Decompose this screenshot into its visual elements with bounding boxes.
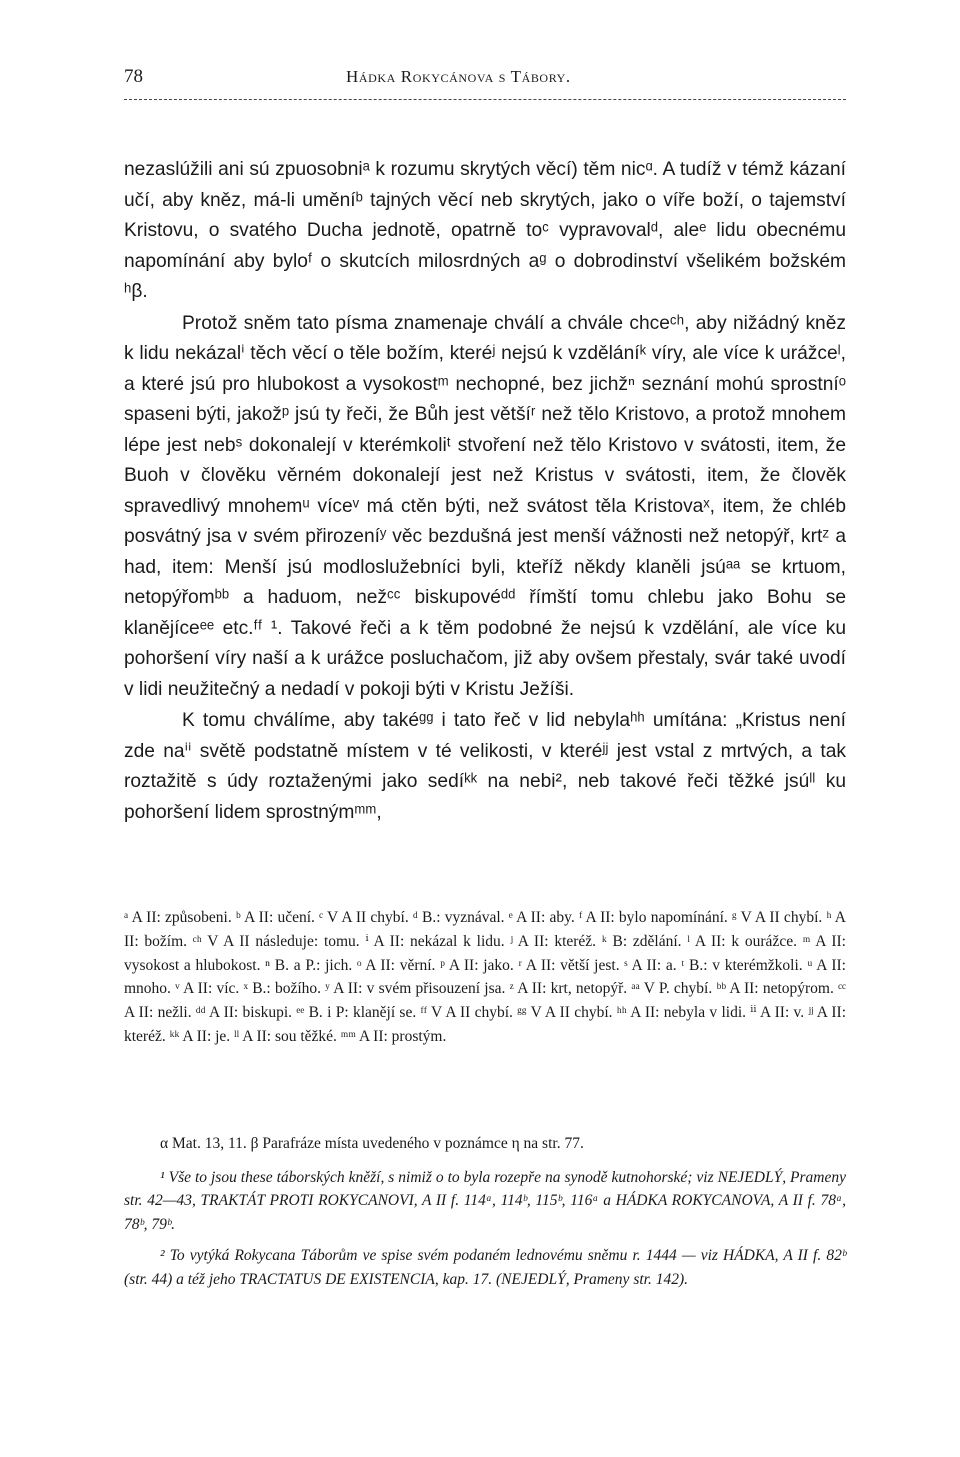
apparatus-text: ᵃ A II: způsobeni. ᵇ A II: učení. ᶜ V A II chybí. ᵈ B.: vyznával. ᵉ A II: aby. ᶠ A II: bylo napomínání. ᵍ V A II chybí. ʰ A II: božím. ᶜʰ V A II následuje: tomu. ⁱ A II: nekázal k lidu. ʲ A II: kteréž. ᵏ B: zdělání. ˡ A II: k ourážce. ᵐ A II: vysokost a hlubokost. ⁿ B. a P.: jich. ᵒ A II: věrní. ᵖ A II: jako. ʳ A II: větší jest. ˢ A II: a. ᵗ B.: v kterémžkoli. ᵘ A II: mnoho. ᵛ A II: víc. ˣ B.: božího. ʸ A II: v svém přisouzení jsa. ᶻ A II: krt, netopýř. ᵃᵃ V P. chybí. ᵇᵇ A II: netopýrom. ᶜᶜ A II: nežli. ᵈᵈ A II: biskupi. ᵉᵉ B. i P: klanějí se. ᶠᶠ V A II chybí. ᵍᵍ V A II chybí. ʰʰ A II: nebyla v lidi. ⁱⁱ A II: v. ʲʲ A II: kteréž. ᵏᵏ A II: je. ˡˡ A II: sou těžké. ᵐᵐ A II: prostým. (124, 909, 846, 1045)
paragraph-3: K tomu chválíme, aby takéᵍᵍ i tato řeč v lid nebylaʰʰ umítána: „Kristus není zde naⁱⁱ světě podstatně místem v té velikosti, v kteréʲʲ jest vstal z mrtvých, a tak roztažitě s údy roztaženými jako sedíᵏᵏ na nebi², neb takové řeči těžké jsúˡˡ ku pohoršení lidem sprostnýmᵐᵐ, (124, 710, 846, 823)
footnotes (124, 1132, 846, 1299)
critical-apparatus (124, 906, 846, 1049)
paragraph-2: Protož sněm tato písma znamenaje chválí a chvále chceᶜʰ, aby nižádný kněz k lidu nekázalⁱ těch věcí o těle božím, kteréʲ nejsú k vzděláníᵏ víry, ale více k urážceˡ, a které jsú pro hlubokost a vysokostᵐ nechopné, bez jichžⁿ seznání mohú sprostníᵒ spaseni býti, jakožᵖ jsú ty řeči, že Bůh jest většíʳ než tělo Kristovo, a protož mnohem lépe jest nebˢ dokonalejí v kterémkoliᵗ stvoření než tělo Kristovo v svátosti, item, že Buoh v člověku věrném dokonalejí jest než Kristus v svátosti, item, že člověk spravedlivý mnohemᵘ víceᵛ má ctěn býti, než svátost těla Kristovaˣ, item, že chléb posvátný jsa v svém přirozeníʸ věc bezdušná jest menší vážnosti než netopýř, krtᶻ a had, item: Menší jsú modloslužebníci byli, kteříž někdy klaněli jsúᵃᵃ se krtuom, netopýřomᵇᵇ a haduom, nežᶜᶜ biskupovéᵈᵈ římští tomu chlebu jako Bohu se klanějíceᵉᵉ etc.ᶠᶠ ¹. Takové řeči a k těm podobné že nejsú k vzdělání, ale více ku pohoršení víry naší a k urážce posluchačom, již aby ovšem přestaly, svár také uvodí v lidi neužitečný a nedadí v pokoji býti v Kristu Ježíši. (124, 312, 846, 700)
header-rule (124, 99, 846, 100)
page-number: 78 (124, 66, 143, 87)
main-text (124, 155, 846, 828)
footnote-greek: α Mat. 13, 11. β Parafráze místa uvedeného v poznámce η na str. 77. (160, 1135, 584, 1152)
footnote-1: ¹ Vše to jsou these táborských kněží, s nimiž o to byla rozepře na synodě kutnohorské; viz NEJEDLÝ, Prameny str. 42—43, TRAKTÁT PROTI ROKYCANOVI, A II f. 114ᵃ, 114ᵇ, 115ᵇ, 116ᵃ a HÁDKA ROKYCANOVA, A II f. 78ᵃ, 78ᵇ, 79ᵇ. (124, 1168, 846, 1233)
running-head: Hádka Rokycánova s Tábory. (346, 67, 571, 86)
paragraph-1: nezaslúžili ani sú zpuosobniᵃ k rozumu skrytých věcí) těm nicᵅ. A tudíž v témž kázaní učí, aby kněz, má-li uměníᵇ tajných věcí neb skrytých, jako o víře boží, o tajemství Kristovu, o svatého Ducha jednotě, opatrně toᶜ vypravovalᵈ, aleᵉ lidu obecnému napomínání aby byloᶠ o skutcích milosrdných aᵍ o dobrodinství všelikém božském ʰβ. (124, 159, 846, 302)
page-header (124, 66, 846, 94)
footnote-2: ² To vytýká Rokycana Táborům ve spise svém podaném lednovému sněmu r. 1444 — viz HÁDKA, A II f. 82ᵇ (str. 44) a též jeho TRACTATUS DE EXISTENCIA, kap. 17. (NEJEDLÝ, Prameny str. 142). (124, 1247, 846, 1288)
